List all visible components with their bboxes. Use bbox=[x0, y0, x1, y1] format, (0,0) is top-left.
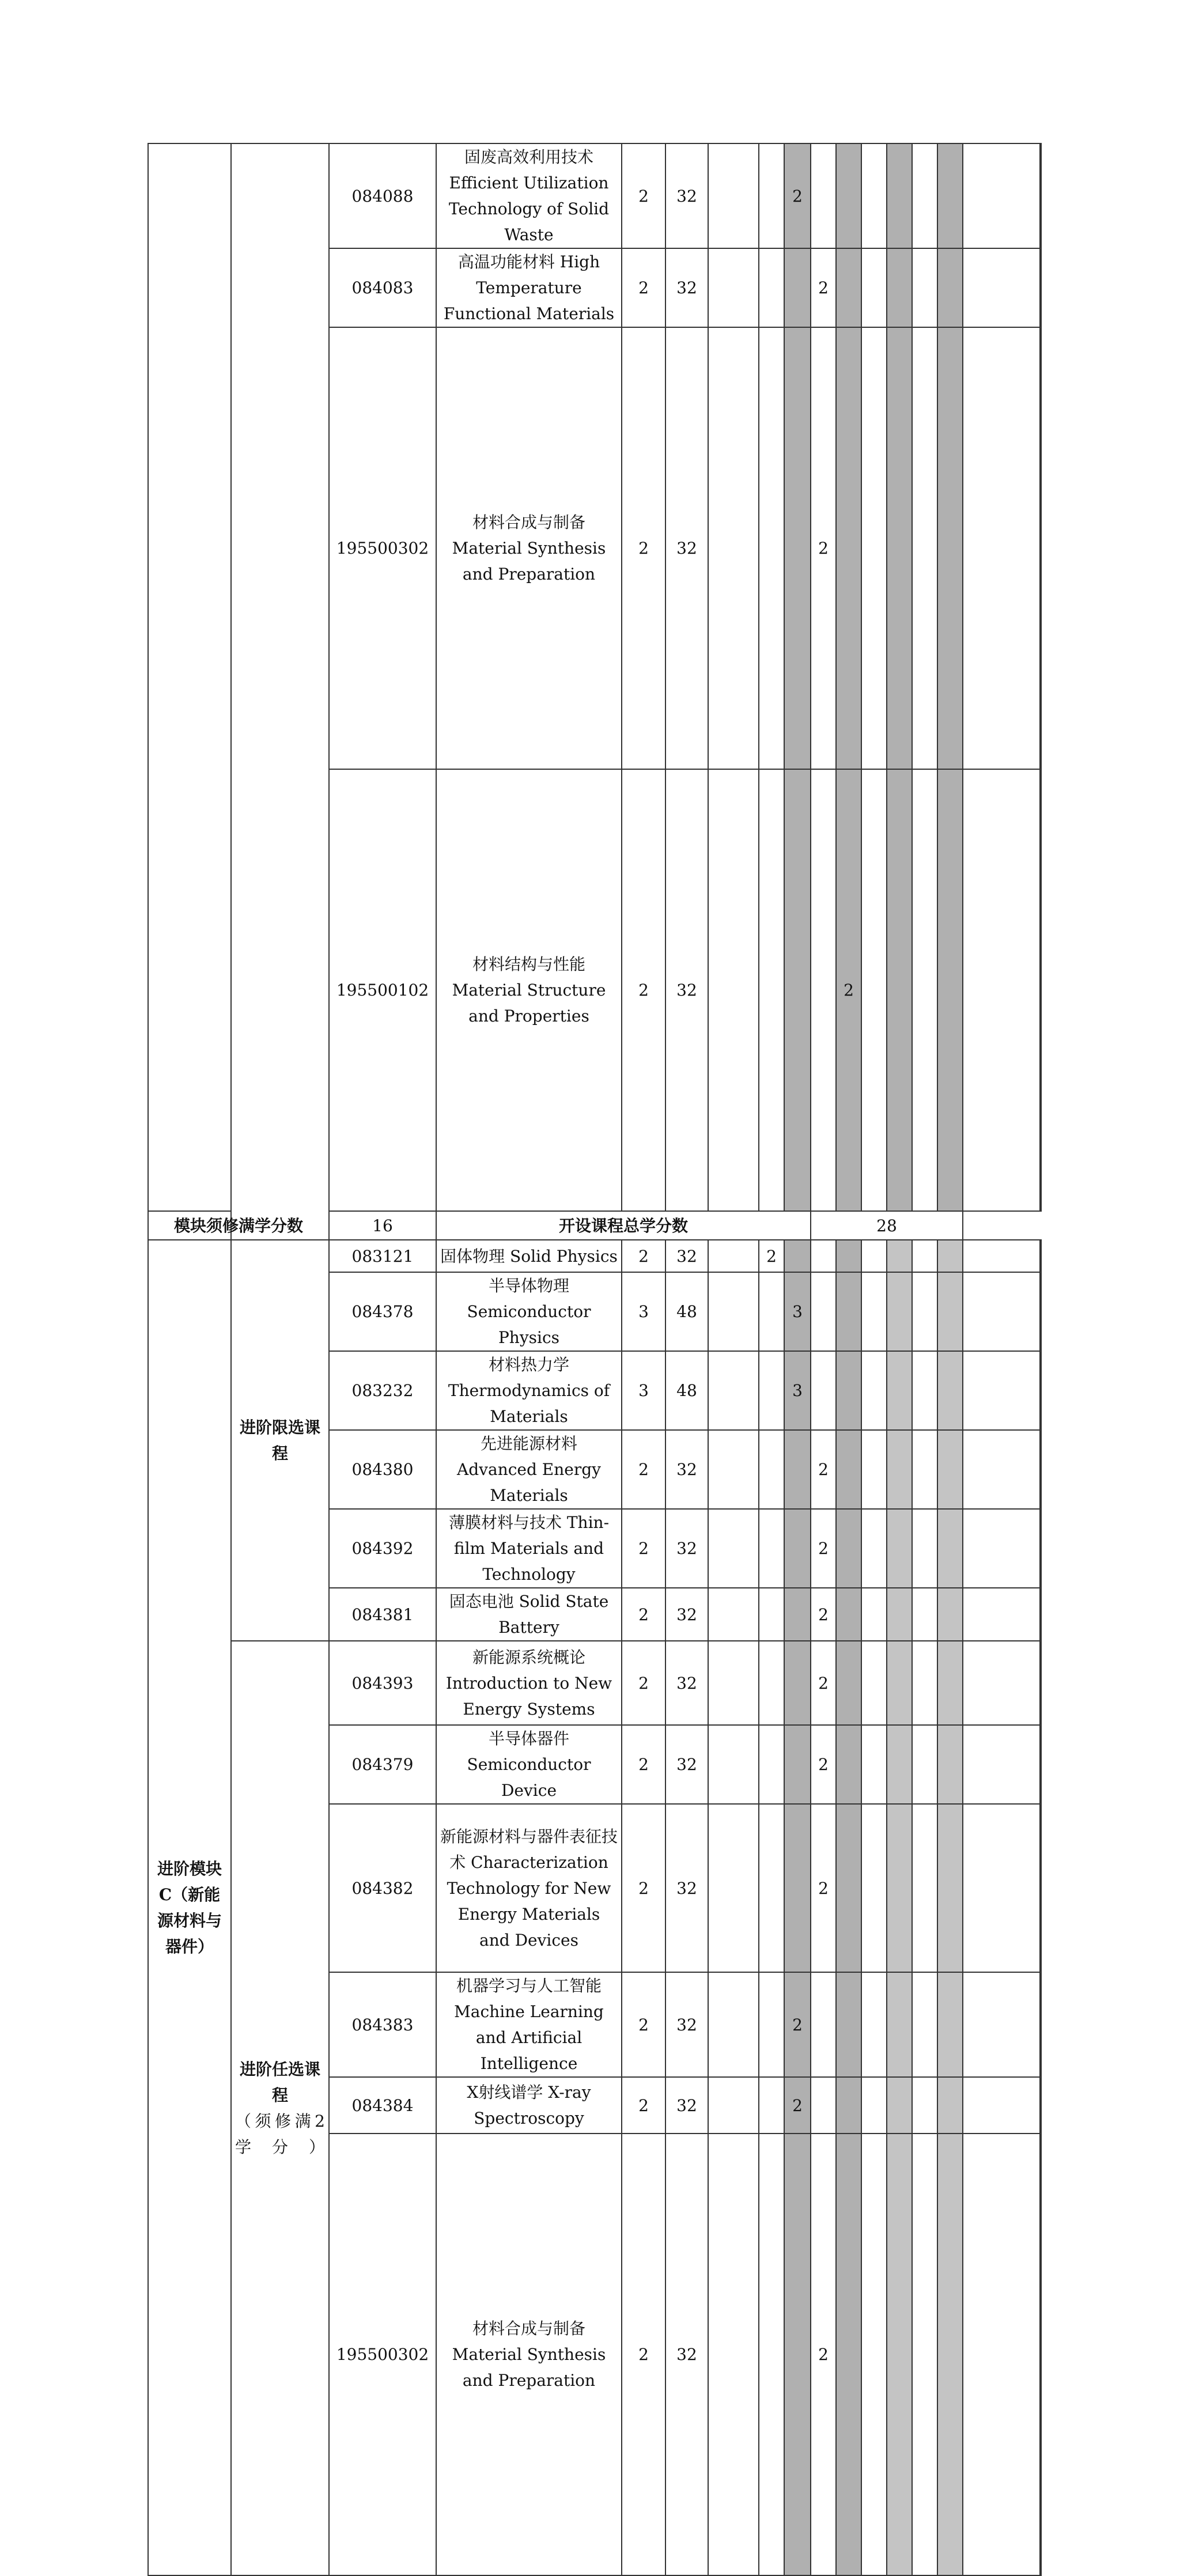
semester-cell-14 bbox=[963, 1509, 1040, 1588]
course-note bbox=[1040, 1804, 1041, 1972]
course-code: 083121 bbox=[329, 1240, 436, 1272]
semester-cell-9 bbox=[836, 1351, 861, 1430]
course-hours: 32 bbox=[665, 248, 708, 327]
semester-cell-9 bbox=[836, 143, 861, 248]
course-code: 084384 bbox=[329, 2077, 436, 2134]
semester-cell-11 bbox=[887, 1588, 912, 1641]
semester-cell-9 bbox=[836, 1804, 861, 1972]
semester-cell-13 bbox=[937, 769, 963, 1211]
semester-cell-11 bbox=[887, 248, 912, 327]
semester-cell-13 bbox=[937, 1804, 963, 1972]
course-hours: 48 bbox=[665, 1272, 708, 1351]
blank-cell bbox=[708, 1272, 759, 1351]
semester-cell-12 bbox=[912, 1509, 937, 1588]
blank-cell bbox=[708, 769, 759, 1211]
semester-cell-14 bbox=[963, 2134, 1040, 2575]
semester-cell-14 bbox=[963, 1804, 1040, 1972]
semester-cell-9 bbox=[836, 1641, 861, 1725]
free-elective-requirement: （须修满2学分） bbox=[235, 2112, 325, 2157]
total-credits-label: 开设课程总学分数 bbox=[436, 1211, 811, 1240]
course-name: 半导体器件 Semiconductor Device bbox=[436, 1725, 622, 1804]
semester-cell-10 bbox=[861, 1272, 887, 1351]
course-name: 新能源系统概论 Introduction to New Energy Systems bbox=[436, 1641, 622, 1725]
course-hours: 32 bbox=[665, 1804, 708, 1972]
course-hours: 32 bbox=[665, 1972, 708, 2077]
required-credits-value: 16 bbox=[329, 1211, 436, 1240]
semester-cell-10 bbox=[861, 1725, 887, 1804]
semester-cell-7 bbox=[784, 769, 811, 1211]
semester-cell-11 bbox=[887, 143, 912, 248]
semester-cell-9 bbox=[836, 1588, 861, 1641]
semester-cell-13 bbox=[937, 1240, 963, 1272]
semester-cell-8: 2 bbox=[811, 2134, 836, 2575]
course-code: 084392 bbox=[329, 1509, 436, 1588]
semester-cell-14 bbox=[963, 1725, 1040, 1804]
semester-cell-12 bbox=[912, 2077, 937, 2134]
semester-cell-7 bbox=[784, 327, 811, 769]
course-credits: 3 bbox=[622, 1272, 665, 1351]
semester-cell-8 bbox=[811, 2077, 836, 2134]
semester-cell-11 bbox=[887, 1804, 912, 1972]
free-elective-cell bbox=[231, 1641, 329, 2575]
course-note bbox=[1040, 1972, 1041, 2077]
semester-cell-8: 2 bbox=[811, 1641, 836, 1725]
semester-cell-11 bbox=[887, 1972, 912, 2077]
semester-cell-7 bbox=[784, 1641, 811, 1725]
course-note bbox=[1040, 1509, 1041, 1588]
semester-cell-6 bbox=[759, 1351, 784, 1430]
course-hours: 32 bbox=[665, 327, 708, 769]
course-code: 084383 bbox=[329, 1972, 436, 2077]
semester-cell-7: 2 bbox=[784, 1972, 811, 2077]
course-note bbox=[1040, 2134, 1041, 2575]
course-hours: 32 bbox=[665, 1588, 708, 1641]
semester-cell-11 bbox=[887, 1351, 912, 1430]
course-credits: 2 bbox=[622, 2134, 665, 2575]
course-credits: 2 bbox=[622, 2077, 665, 2134]
course-code: 195500302 bbox=[329, 327, 436, 769]
course-note bbox=[1040, 1641, 1041, 1725]
course-name: 高温功能材料 High Temperature Functional Materials bbox=[436, 248, 622, 327]
course-credits: 2 bbox=[622, 143, 665, 248]
semester-cell-14 bbox=[963, 1972, 1040, 2077]
table-row bbox=[148, 1641, 1041, 1725]
course-note bbox=[1040, 1588, 1041, 1641]
semester-cell-6 bbox=[759, 1588, 784, 1641]
semester-cell-9: 2 bbox=[836, 769, 861, 1211]
course-note bbox=[1040, 1725, 1041, 1804]
semester-cell-13 bbox=[937, 2134, 963, 2575]
semester-cell-11 bbox=[887, 1509, 912, 1588]
blank-cell bbox=[708, 2134, 759, 2575]
semester-cell-8 bbox=[811, 1351, 836, 1430]
semester-cell-6 bbox=[759, 1972, 784, 2077]
course-table bbox=[148, 143, 1042, 2576]
semester-cell-8: 2 bbox=[811, 1725, 836, 1804]
course-credits: 2 bbox=[622, 1804, 665, 1972]
limited-elective-label: 进阶限选课程 bbox=[231, 1240, 329, 1641]
semester-cell-14 bbox=[963, 769, 1040, 1211]
course-credits: 2 bbox=[622, 1725, 665, 1804]
semester-cell-12 bbox=[912, 1972, 937, 2077]
semester-cell-9 bbox=[836, 2077, 861, 2134]
semester-cell-10 bbox=[861, 248, 887, 327]
course-note bbox=[1040, 1351, 1041, 1430]
semester-cell-12 bbox=[912, 1804, 937, 1972]
semester-cell-13 bbox=[937, 1725, 963, 1804]
semester-cell-11 bbox=[887, 327, 912, 769]
semester-cell-10 bbox=[861, 1240, 887, 1272]
semester-cell-11 bbox=[887, 2077, 912, 2134]
course-credits: 2 bbox=[622, 1641, 665, 1725]
course-code: 084380 bbox=[329, 1430, 436, 1509]
course-note bbox=[1040, 327, 1041, 769]
semester-cell-14 bbox=[963, 327, 1040, 769]
course-credits: 3 bbox=[622, 1351, 665, 1430]
semester-cell-14 bbox=[963, 1641, 1040, 1725]
semester-cell-10 bbox=[861, 769, 887, 1211]
semester-cell-13 bbox=[937, 327, 963, 769]
semester-cell-12 bbox=[912, 1240, 937, 1272]
course-hours: 32 bbox=[665, 1430, 708, 1509]
semester-cell-12 bbox=[912, 1351, 937, 1430]
blank-cell bbox=[708, 1725, 759, 1804]
semester-cell-8 bbox=[811, 1240, 836, 1272]
semester-cell-7: 2 bbox=[784, 143, 811, 248]
semester-cell-13 bbox=[937, 1641, 963, 1725]
semester-cell-10 bbox=[861, 1509, 887, 1588]
course-credits: 2 bbox=[622, 769, 665, 1211]
course-name: 半导体物理 Semiconductor Physics bbox=[436, 1272, 622, 1351]
semester-cell-11 bbox=[887, 1641, 912, 1725]
blank-cell bbox=[708, 1972, 759, 2077]
semester-cell-12 bbox=[912, 769, 937, 1211]
semester-cell-11 bbox=[887, 2134, 912, 2575]
semester-cell-6 bbox=[759, 248, 784, 327]
semester-cell-8: 2 bbox=[811, 1804, 836, 1972]
semester-cell-14 bbox=[963, 2077, 1040, 2134]
semester-cell-13 bbox=[937, 1588, 963, 1641]
semester-cell-14 bbox=[963, 1351, 1040, 1430]
course-name: 材料结构与性能 Material Structure and Properties bbox=[436, 769, 622, 1211]
course-hours: 32 bbox=[665, 143, 708, 248]
semester-cell-13 bbox=[937, 1430, 963, 1509]
course-code: 195500102 bbox=[329, 769, 436, 1211]
semester-cell-14 bbox=[963, 1272, 1040, 1351]
semester-cell-6 bbox=[759, 1725, 784, 1804]
semester-cell-10 bbox=[861, 143, 887, 248]
semester-cell-10 bbox=[861, 1588, 887, 1641]
course-hours: 32 bbox=[665, 769, 708, 1211]
semester-cell-12 bbox=[912, 248, 937, 327]
course-credits: 2 bbox=[622, 1972, 665, 2077]
semester-cell-6 bbox=[759, 2134, 784, 2575]
course-name: 材料热力学 Thermodynamics of Materials bbox=[436, 1351, 622, 1430]
course-note bbox=[1040, 248, 1041, 327]
semester-cell-8: 2 bbox=[811, 248, 836, 327]
course-hours: 32 bbox=[665, 2134, 708, 2575]
semester-cell-12 bbox=[912, 327, 937, 769]
semester-cell-6: 2 bbox=[759, 1240, 784, 1272]
semester-cell-9 bbox=[836, 248, 861, 327]
course-name: 固体物理 Solid Physics bbox=[436, 1240, 622, 1272]
course-code: 195500302 bbox=[329, 2134, 436, 2575]
semester-cell-12 bbox=[912, 1430, 937, 1509]
course-note bbox=[1040, 143, 1041, 248]
semester-cell-13 bbox=[937, 248, 963, 327]
semester-cell-10 bbox=[861, 2134, 887, 2575]
free-elective-label: 进阶任选课程 bbox=[239, 2060, 320, 2105]
course-credits: 2 bbox=[622, 1509, 665, 1588]
semester-cell-11 bbox=[887, 769, 912, 1211]
course-name: 固态电池 Solid State Battery bbox=[436, 1588, 622, 1641]
semester-cell-12 bbox=[912, 1588, 937, 1641]
table-row bbox=[148, 143, 1041, 248]
blank-cell bbox=[708, 1804, 759, 1972]
course-code: 084378 bbox=[329, 1272, 436, 1351]
semester-cell-9 bbox=[836, 1430, 861, 1509]
semester-cell-13 bbox=[937, 1272, 963, 1351]
blank-cell bbox=[708, 143, 759, 248]
course-code: 084379 bbox=[329, 1725, 436, 1804]
course-hours: 32 bbox=[665, 1509, 708, 1588]
course-credits: 2 bbox=[622, 1588, 665, 1641]
semester-cell-10 bbox=[861, 1430, 887, 1509]
semester-cell-11 bbox=[887, 1240, 912, 1272]
semester-cell-9 bbox=[836, 327, 861, 769]
semester-cell-13 bbox=[937, 1509, 963, 1588]
semester-cell-13 bbox=[937, 143, 963, 248]
summary-row bbox=[148, 1211, 1041, 1240]
course-code: 084088 bbox=[329, 143, 436, 248]
semester-cell-9 bbox=[836, 1725, 861, 1804]
course-hours: 48 bbox=[665, 1351, 708, 1430]
course-hours: 32 bbox=[665, 1725, 708, 1804]
semester-cell-8 bbox=[811, 1272, 836, 1351]
course-credits: 2 bbox=[622, 327, 665, 769]
semester-cell-7 bbox=[784, 1430, 811, 1509]
module-cell bbox=[148, 143, 231, 1211]
semester-cell-10 bbox=[861, 2077, 887, 2134]
blank-cell bbox=[708, 248, 759, 327]
semester-cell-6 bbox=[759, 2077, 784, 2134]
semester-cell-7 bbox=[784, 1240, 811, 1272]
semester-cell-9 bbox=[836, 2134, 861, 2575]
total-credits-value: 28 bbox=[811, 1211, 963, 1240]
required-credits-label: 模块须修满学分数 bbox=[148, 1211, 329, 1240]
module-c-name: 进阶模块C（新能源材料与器件） bbox=[148, 1240, 231, 2575]
blank-cell bbox=[708, 1588, 759, 1641]
semester-cell-6 bbox=[759, 1804, 784, 1972]
semester-cell-8 bbox=[811, 769, 836, 1211]
course-note bbox=[1040, 769, 1041, 1211]
semester-cell-14 bbox=[963, 143, 1040, 248]
semester-cell-7 bbox=[784, 2134, 811, 2575]
semester-cell-14 bbox=[963, 1430, 1040, 1509]
course-name: 机器学习与人工智能 Machine Learning and Artificial Intelligence bbox=[436, 1972, 622, 2077]
semester-cell-10 bbox=[861, 1972, 887, 2077]
blank-cell bbox=[708, 1430, 759, 1509]
semester-cell-11 bbox=[887, 1272, 912, 1351]
semester-cell-8 bbox=[811, 143, 836, 248]
semester-cell-14 bbox=[963, 1240, 1040, 1272]
course-code: 084083 bbox=[329, 248, 436, 327]
semester-cell-12 bbox=[912, 143, 937, 248]
course-hours: 32 bbox=[665, 1641, 708, 1725]
semester-cell-6 bbox=[759, 327, 784, 769]
semester-cell-13 bbox=[937, 1972, 963, 2077]
semester-cell-6 bbox=[759, 769, 784, 1211]
course-note bbox=[1040, 1272, 1041, 1351]
semester-cell-7 bbox=[784, 1725, 811, 1804]
semester-cell-7: 3 bbox=[784, 1272, 811, 1351]
semester-cell-7 bbox=[784, 248, 811, 327]
semester-cell-6 bbox=[759, 1430, 784, 1509]
category-cell bbox=[231, 143, 329, 1240]
semester-cell-10 bbox=[861, 327, 887, 769]
semester-cell-13 bbox=[937, 1351, 963, 1430]
course-name: 固废高效利用技术 Efficient Utilization Technology of Solid Waste bbox=[436, 143, 622, 248]
semester-cell-8: 2 bbox=[811, 1509, 836, 1588]
course-table-body bbox=[148, 143, 1041, 2575]
semester-cell-7: 3 bbox=[784, 1351, 811, 1430]
semester-cell-7 bbox=[784, 1509, 811, 1588]
semester-cell-7 bbox=[784, 1588, 811, 1641]
semester-cell-11 bbox=[887, 1430, 912, 1509]
course-code: 084393 bbox=[329, 1641, 436, 1725]
table-row bbox=[148, 1240, 1041, 1272]
semester-cell-8 bbox=[811, 1972, 836, 2077]
blank-cell bbox=[708, 1240, 759, 1272]
course-code: 084381 bbox=[329, 1588, 436, 1641]
semester-cell-6 bbox=[759, 1641, 784, 1725]
semester-cell-10 bbox=[861, 1641, 887, 1725]
semester-cell-12 bbox=[912, 1641, 937, 1725]
semester-cell-13 bbox=[937, 2077, 963, 2134]
semester-cell-8: 2 bbox=[811, 1588, 836, 1641]
semester-cell-8: 2 bbox=[811, 1430, 836, 1509]
semester-cell-12 bbox=[912, 2134, 937, 2575]
course-credits: 2 bbox=[622, 1430, 665, 1509]
course-hours: 32 bbox=[665, 2077, 708, 2134]
course-name: X射线谱学 X-ray Spectroscopy bbox=[436, 2077, 622, 2134]
semester-cell-12 bbox=[912, 1725, 937, 1804]
semester-cell-7 bbox=[784, 1804, 811, 1972]
semester-cell-9 bbox=[836, 1972, 861, 2077]
semester-cell-11 bbox=[887, 1725, 912, 1804]
course-code: 084382 bbox=[329, 1804, 436, 1972]
course-note bbox=[1040, 1240, 1041, 1272]
blank-cell bbox=[708, 327, 759, 769]
course-name: 新能源材料与器件表征技术 Characterization Technology for New Energy Materials and Devices bbox=[436, 1804, 622, 1972]
course-name: 薄膜材料与技术 Thin-film Materials and Technology bbox=[436, 1509, 622, 1588]
semester-cell-6 bbox=[759, 1509, 784, 1588]
blank-cell bbox=[708, 1509, 759, 1588]
semester-cell-6 bbox=[759, 1272, 784, 1351]
course-hours: 32 bbox=[665, 1240, 708, 1272]
course-name: 材料合成与制备 Material Synthesis and Preparation bbox=[436, 2134, 622, 2575]
blank-cell bbox=[708, 1641, 759, 1725]
semester-cell-6 bbox=[759, 143, 784, 248]
semester-cell-14 bbox=[963, 1588, 1040, 1641]
semester-cell-10 bbox=[861, 1351, 887, 1430]
course-note bbox=[1040, 1430, 1041, 1509]
semester-cell-9 bbox=[836, 1509, 861, 1588]
semester-cell-10 bbox=[861, 1804, 887, 1972]
semester-cell-9 bbox=[836, 1240, 861, 1272]
course-name: 先进能源材料 Advanced Energy Materials bbox=[436, 1430, 622, 1509]
course-name: 材料合成与制备 Material Synthesis and Preparation bbox=[436, 327, 622, 769]
blank-cell bbox=[708, 1351, 759, 1430]
semester-cell-14 bbox=[963, 248, 1040, 327]
blank-cell bbox=[708, 2077, 759, 2134]
semester-cell-8: 2 bbox=[811, 327, 836, 769]
semester-cell-12 bbox=[912, 1272, 937, 1351]
course-code: 083232 bbox=[329, 1351, 436, 1430]
course-credits: 2 bbox=[622, 1240, 665, 1272]
semester-cell-9 bbox=[836, 1272, 861, 1351]
course-credits: 2 bbox=[622, 248, 665, 327]
semester-cell-7: 2 bbox=[784, 2077, 811, 2134]
course-note bbox=[1040, 2077, 1041, 2134]
